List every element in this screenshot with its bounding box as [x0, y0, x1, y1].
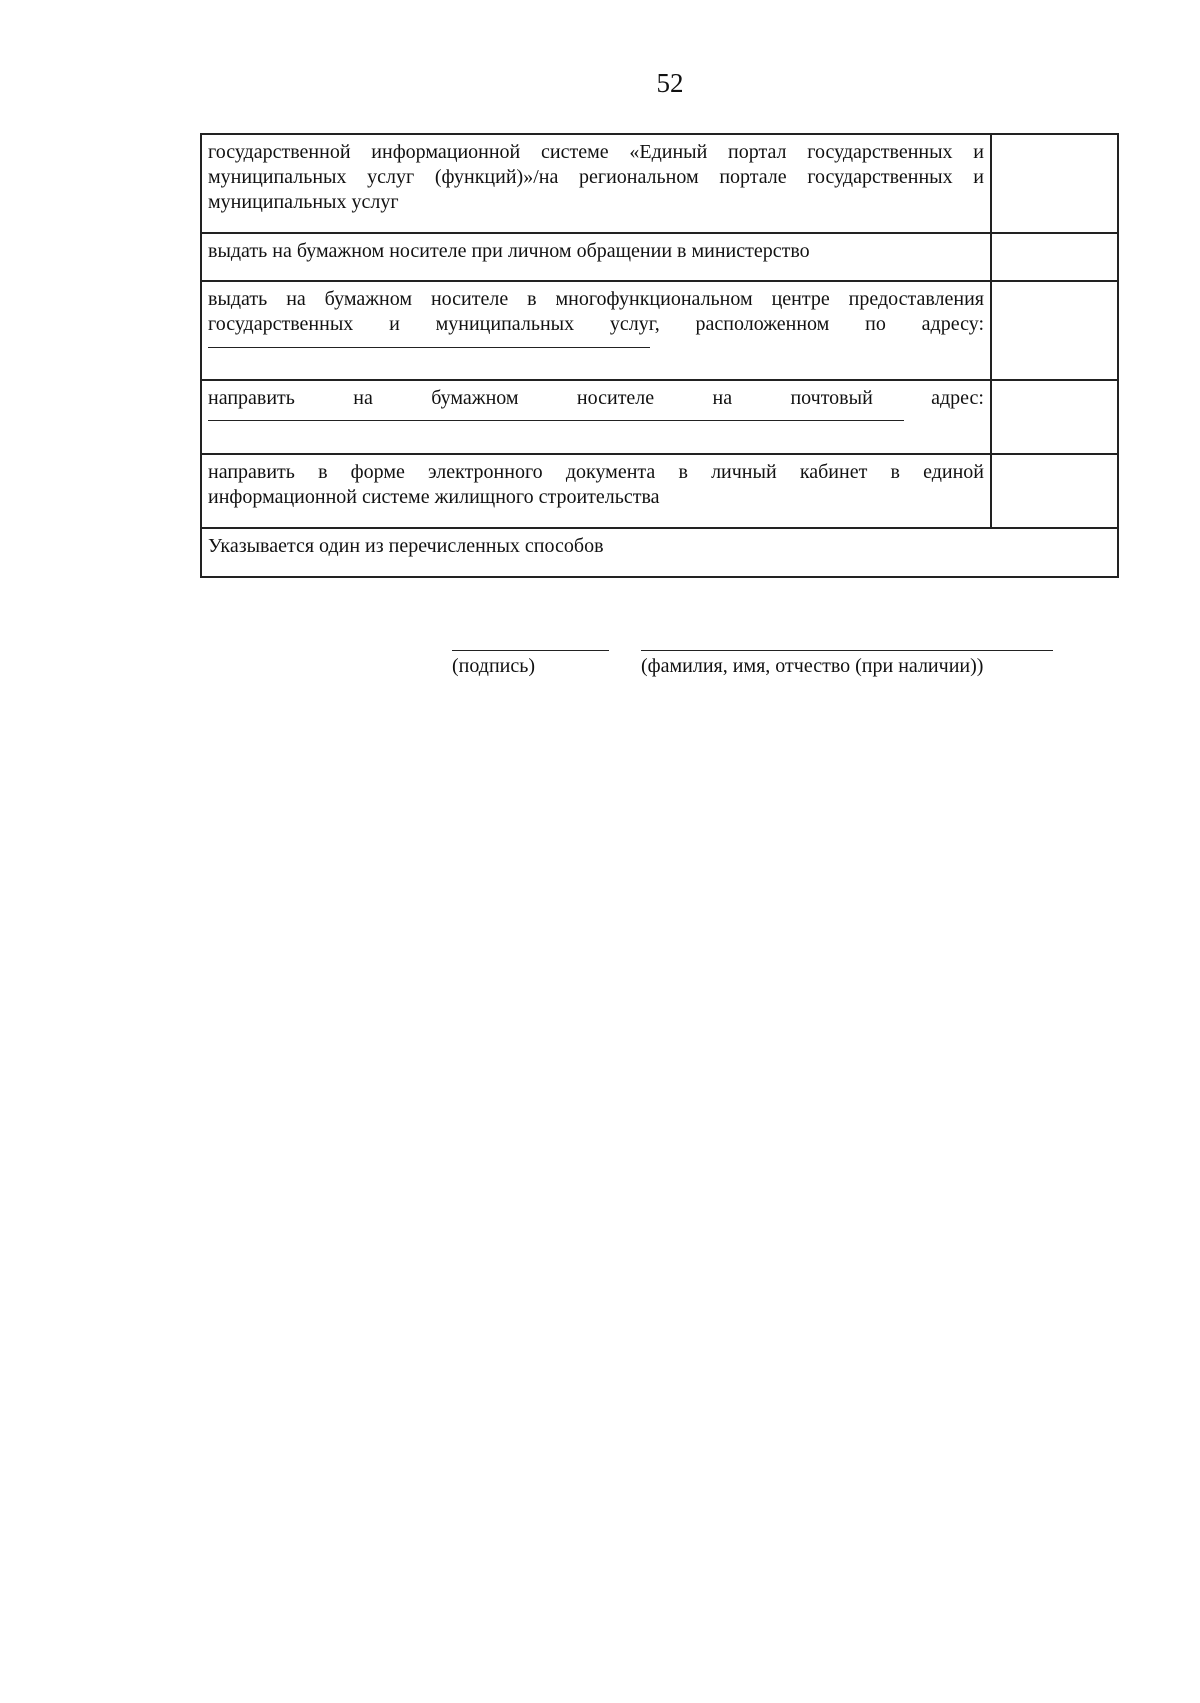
option-text-mfc — [201, 281, 991, 380]
note-row — [201, 528, 1118, 577]
option-text-eisgs — [201, 454, 991, 528]
option-checkbox-eisgs[interactable] — [991, 454, 1118, 528]
postal-address-fill-line[interactable] — [208, 419, 904, 421]
option-row-mfc — [201, 281, 1118, 380]
option-text-line: направить на бумажном носителе на почтовый адрес: — [208, 387, 984, 409]
option-text-line: государственной информационной системе «Единый портал государственных и — [208, 141, 984, 163]
option-text-ministry — [201, 233, 991, 281]
option-row-post — [201, 380, 1118, 454]
option-text-line: информационной системе жилищного строительства — [208, 486, 660, 508]
option-text-line: государственных и муниципальных услуг, расположенном по адресу: — [208, 313, 984, 335]
page-number: 52 — [656, 68, 684, 98]
option-checkbox-epgu[interactable] — [991, 134, 1118, 233]
option-row-ministry — [201, 233, 1118, 281]
option-text-line: выдать на бумажном носителе при личном обращении в министерство — [208, 240, 810, 262]
delivery-options-table — [200, 133, 1119, 578]
mfc-address-fill-line[interactable] — [208, 346, 650, 348]
option-text-epgu — [201, 134, 991, 233]
option-row-epgu — [201, 134, 1118, 233]
option-checkbox-post[interactable] — [991, 380, 1118, 454]
option-checkbox-ministry[interactable] — [991, 233, 1118, 281]
signature-label: (подпись) — [452, 650, 609, 678]
option-row-eisgs — [201, 454, 1118, 528]
option-text-line: направить в форме электронного документа в личный кабинет в единой — [208, 461, 984, 483]
note-text: Указывается один из перечисленных способов — [201, 528, 1118, 577]
full-name-label: (фамилия, имя, отчество (при наличии)) — [641, 650, 1053, 678]
option-checkbox-mfc[interactable] — [991, 281, 1118, 380]
option-text-line: выдать на бумажном носителе в многофункциональном центре предоставления — [208, 288, 984, 310]
option-text-line: муниципальных услуг (функций)»/на региональном портале государственных и — [208, 166, 984, 188]
full-name-field[interactable] — [641, 650, 1053, 678]
option-text-post — [201, 380, 991, 454]
signature-field[interactable] — [452, 650, 609, 678]
option-text-line: муниципальных услуг — [208, 191, 399, 213]
